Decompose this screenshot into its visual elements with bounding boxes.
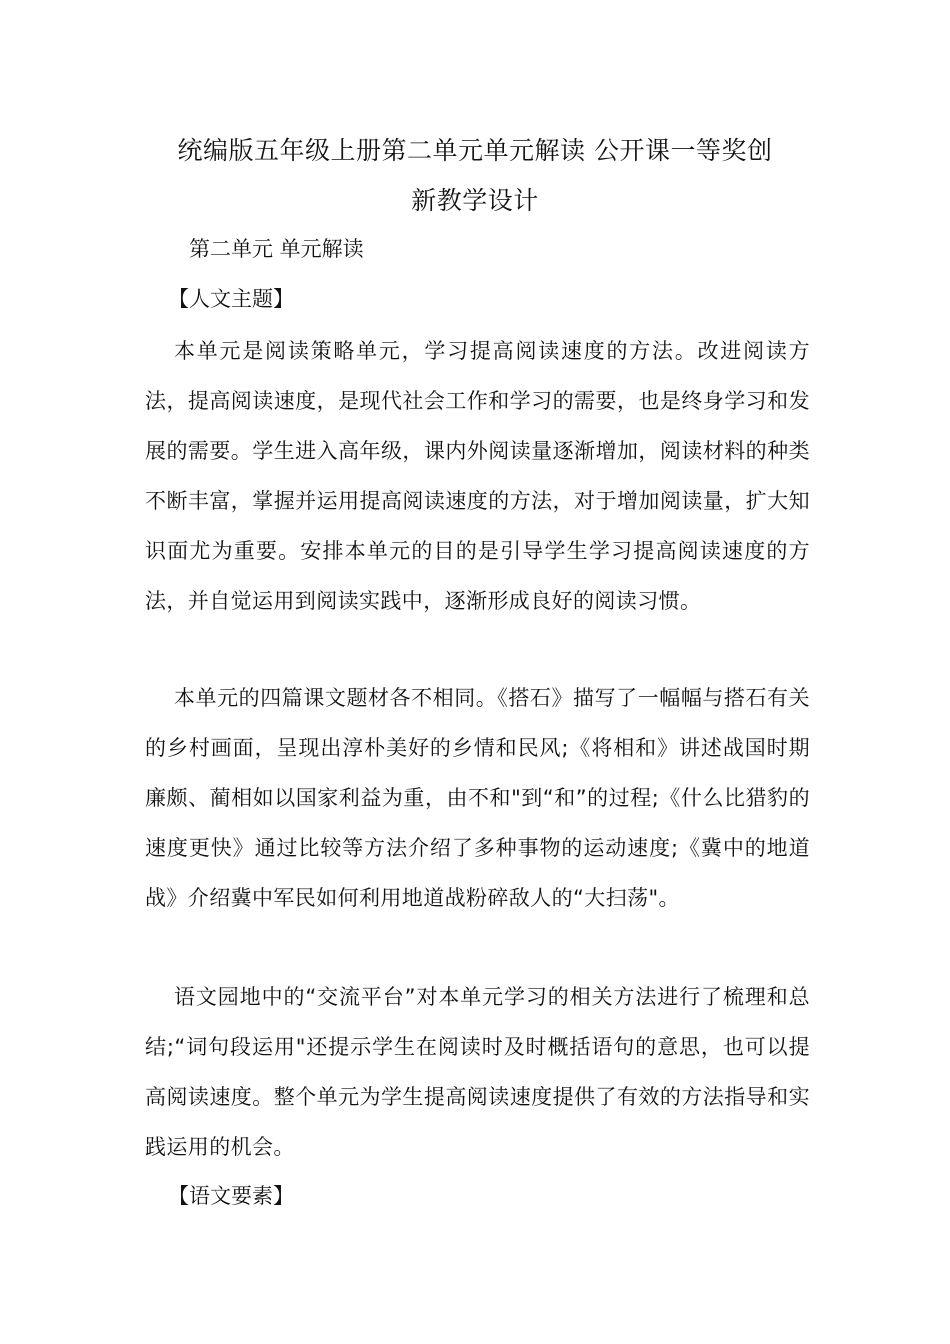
document-title-line-1: 统编版五年级上册第二单元单元解读 公开课一等奖创 (177, 136, 773, 165)
paragraph-1: 本单元是阅读策略单元，学习提高阅读速度的方法。改进阅读方法，提高阅读速度，是现代社会工作和学习的需要，也是终身学习和发展的需要。学生进入高年级，课内外阅读量逐渐增加，阅读材料的种类不断丰富，掌握并运用提高阅读速度的方法，对于增加阅读量，扩大知识面尤为重要。安排本单元的目的是引导学生学习提高阅读速度的方法，并自觉运用到阅读实践中，逐渐形成良好的阅读习惯。 (145, 339, 810, 613)
document-title-line-2: 新教学设计 (411, 186, 539, 215)
section-heading-humanistic-theme: 【人文主题】 (168, 287, 294, 311)
unit-subtitle: 第二单元 单元解读 (189, 237, 364, 261)
paragraph-3: 语文园地中的“交流平台”对本单元学习的相关方法进行了梳理和总结;“词句段运用"还提示学生在阅读时及时概括语句的意思，也可以提高阅读速度。整个单元为学生提高阅读速度提供了有效的方法指导和实践运用的机会。 (145, 985, 810, 1159)
section-heading-language-elements: 【语文要素】 (168, 1184, 294, 1208)
paragraph-2: 本单元的四篇课文题材各不相同。《搭石》描写了一幅幅与搭石有关的乡村画面，呈现出淳朴美好的乡情和民风;《将相和》讲述战国时期廉颇、蔺相如以国家利益为重，由不和"到“和”的过程;《什么比猎豹的速度更快》通过比较等方法介绍了多种事物的运动速度;《冀中的地道战》介绍冀中军民如何利用地道战粉碎敌人的“大扫荡"。 (145, 686, 810, 910)
